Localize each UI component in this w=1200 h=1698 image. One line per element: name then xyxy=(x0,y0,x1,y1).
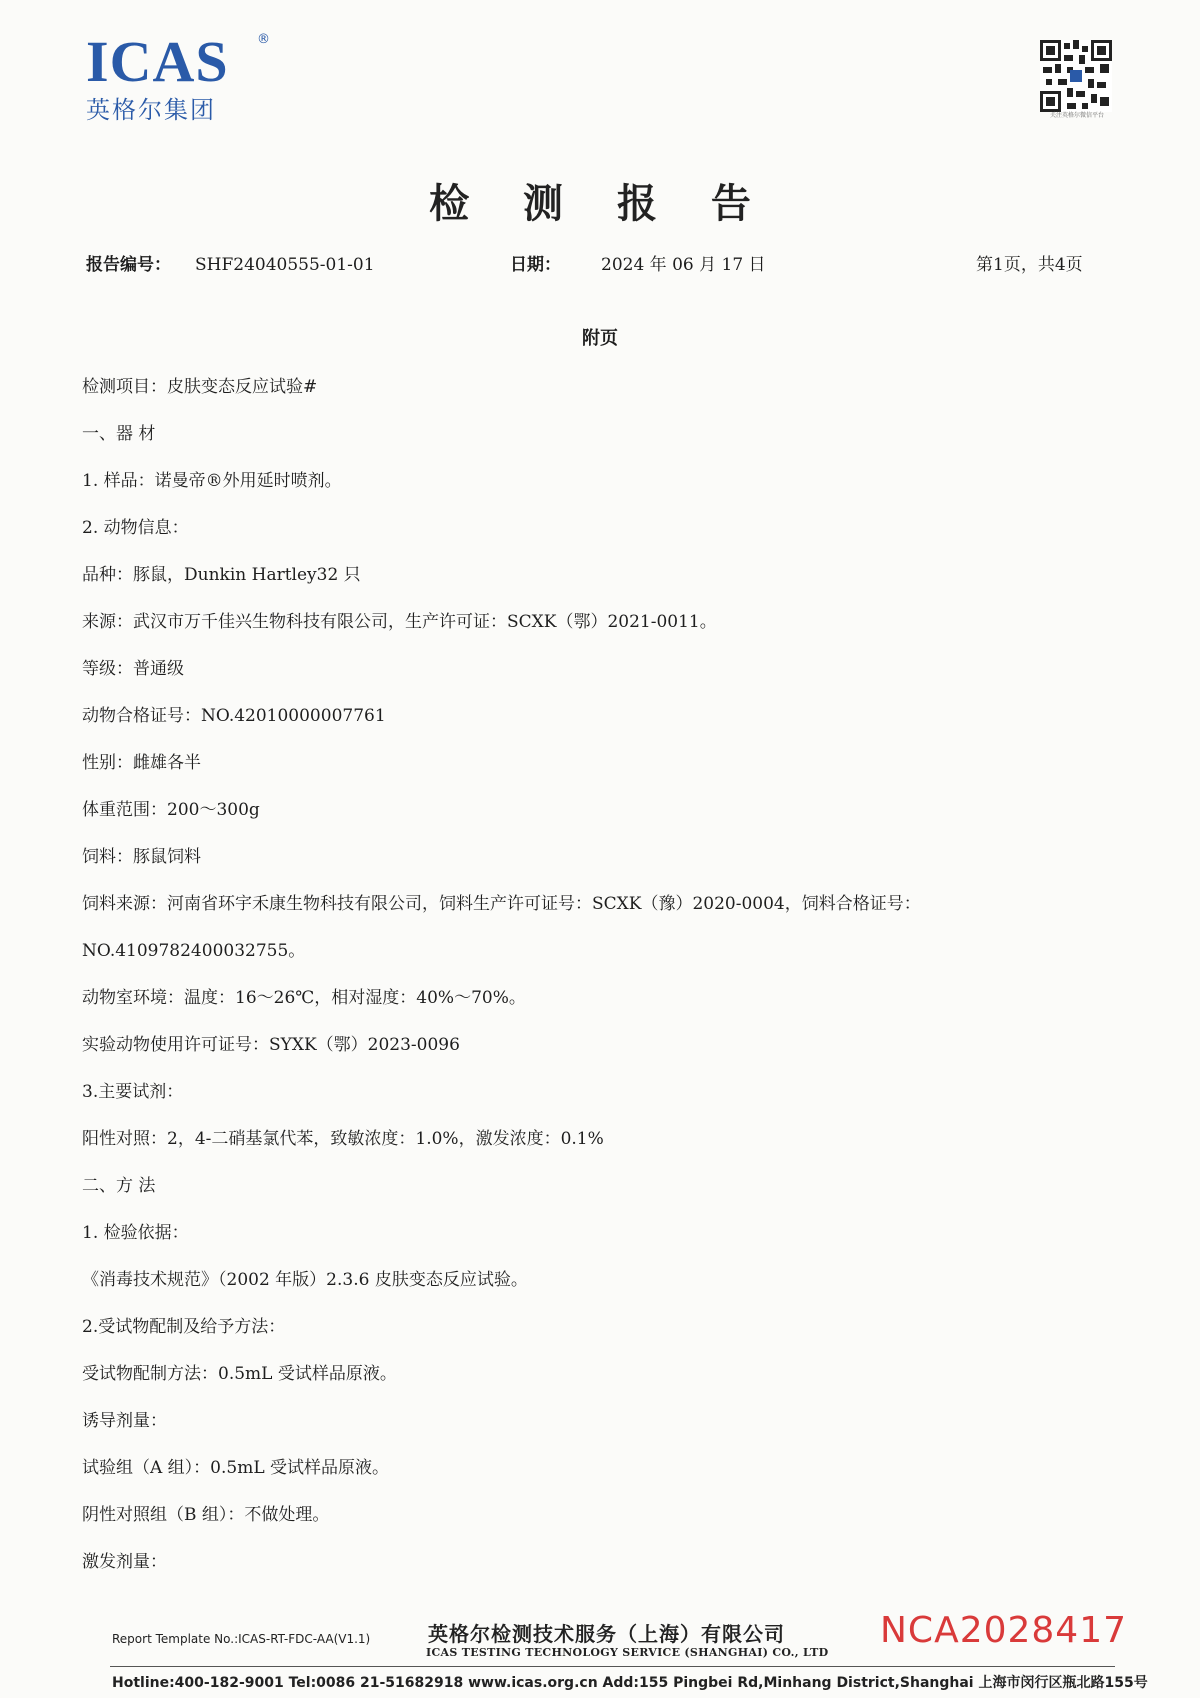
body-line-feed: 饲料：豚鼠饲料 xyxy=(82,847,201,867)
company-name-cn: 英格尔检测技术服务（上海）有限公司 xyxy=(428,1622,785,1646)
body-line-sample: 1. 样品：诺曼帝®外用延时喷剂。 xyxy=(82,471,342,491)
qr-caption: 关注英格尔微信平台 xyxy=(1049,112,1104,119)
body-line-induction-dose: 诱导剂量： xyxy=(82,1411,167,1431)
body-line-weight: 体重范围：200～300g xyxy=(82,800,260,820)
body-line-sex: 性别：雌雄各半 xyxy=(82,753,201,773)
body-line-feed-source: 饲料来源：河南省环宇禾康生物科技有限公司，饲料生产许可证号：SCXK（豫）2020-0004，饲料合格证号： xyxy=(82,894,921,914)
body-line-license: 实验动物使用许可证号：SYXK（鄂）2023-0096 xyxy=(82,1035,460,1055)
body-line-animal-info: 2. 动物信息： xyxy=(82,518,189,538)
body-line-preparation-method: 受试物配制方法：0.5mL 受试样品原液。 xyxy=(82,1364,397,1384)
body-line-feed-certificate: NO.4109782400032755。 xyxy=(82,941,306,961)
section-heading: 附页 xyxy=(582,328,618,349)
body-line-source: 来源：武汉市万千佳兴生物科技有限公司，生产许可证：SCXK（鄂）2021-0011。 xyxy=(82,612,717,632)
page-info: 第1页，共4页 xyxy=(976,255,1083,275)
template-number: Report Template No.:ICAS-RT-FDC-AA(V1.1) xyxy=(112,1632,371,1646)
body-line-standard: 《消毒技术规范》（2002 年版）2.3.6 皮肤变态反应试验。 xyxy=(82,1270,528,1290)
body-line-environment: 动物室环境：温度：16～26℃，相对湿度：40%～70%。 xyxy=(82,988,526,1008)
company-logo xyxy=(86,29,270,125)
body-line-grade: 等级：普通级 xyxy=(82,659,184,679)
report-date-label: 日期： xyxy=(510,255,561,275)
body-line-basis: 1. 检验依据： xyxy=(82,1223,189,1243)
body-line-species: 品种：豚鼠，Dunkin Hartley32 只 xyxy=(82,565,361,585)
report-number-value: SHF24040555-01-01 xyxy=(195,255,375,275)
company-name-en: ICAS TESTING TECHNOLOGY SERVICE (SHANGHAI) CO., LTD xyxy=(426,1646,829,1659)
report-date xyxy=(510,250,766,275)
body-line-test-group: 试验组（A 组）：0.5mL 受试样品原液。 xyxy=(82,1458,390,1478)
footer-divider xyxy=(110,1666,1115,1667)
report-title: 检 测 报 告 xyxy=(429,181,771,227)
body-line-materials-heading: 一、器 材 xyxy=(82,424,156,444)
report-date-value: 2024 年 06 月 17 日 xyxy=(601,255,766,275)
qr-code-icon xyxy=(1040,40,1112,112)
body-line-preparation-heading: 2.受试物配制及给予方法： xyxy=(82,1317,286,1337)
body-line-test-item: 检测项目：皮肤变态反应试验# xyxy=(82,377,318,397)
body-line-methods-heading: 二、方 法 xyxy=(82,1176,156,1196)
registered-mark: ® xyxy=(257,32,270,47)
report-number xyxy=(86,250,375,275)
body-line-reagents-heading: 3.主要试剂： xyxy=(82,1082,184,1102)
body-line-challenge-dose: 激发剂量： xyxy=(82,1552,167,1572)
nca-number: NCA2028417 xyxy=(880,1610,1128,1651)
logo-text: ICAS xyxy=(86,29,229,94)
body-line-certificate: 动物合格证号：NO.42010000007761 xyxy=(82,706,386,726)
contact-info: Hotline:400-182-9001 Tel:0086 21-51682918 www.icas.org.cn Add:155 Pingbei Rd,Minhang District,Shanghai 上海市闵行区瓶北路155号 xyxy=(112,1675,1148,1691)
logo-subtitle: 英格尔集团 xyxy=(86,96,216,124)
report-number-label: 报告编号： xyxy=(86,255,171,275)
body-line-negative-group: 阴性对照组（B 组）：不做处理。 xyxy=(82,1505,330,1525)
body-line-positive-control: 阳性对照：2，4-二硝基氯代苯，致敏浓度：1.0%，激发浓度：0.1% xyxy=(82,1129,604,1149)
